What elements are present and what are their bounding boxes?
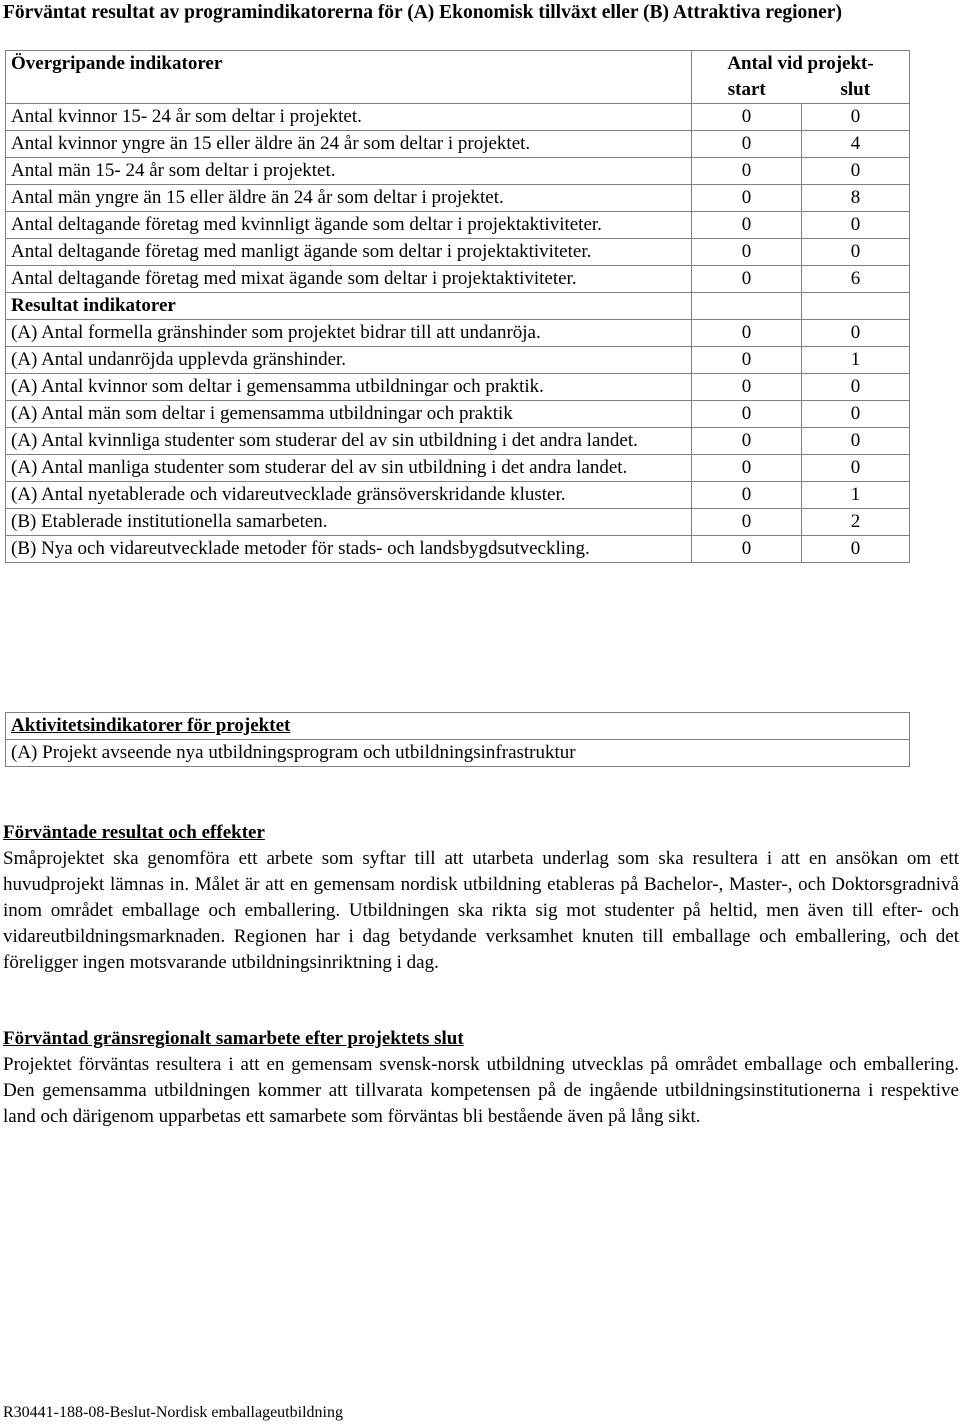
indicator-label: (A) Antal kvinnliga studenter som studerar del av sin utbildning i det andra landet. [6,428,692,455]
table-row [6,320,910,347]
table-row [6,239,910,266]
start-value: 0 [692,347,802,374]
start-value: 0 [692,185,802,212]
expected-effects-section [3,820,959,976]
start-value: 0 [692,131,802,158]
table-row [6,482,910,509]
end-value: 0 [802,320,910,347]
start-value: 0 [692,104,802,131]
document-footer: R30441-188-08-Beslut-Nordisk emballageutbildning [3,1404,343,1421]
table-row [6,455,910,482]
start-value: 0 [692,482,802,509]
start-value: 0 [692,536,802,563]
overall-indicator-rows [6,104,910,293]
indicator-label: (A) Antal undanröjda upplevda gränshinder. [6,347,692,374]
start-value: 0 [692,212,802,239]
table-row [6,158,910,185]
end-value: 4 [802,131,910,158]
indicator-label: (A) Antal nyetablerade och vidareutvecklade gränsöverskridande kluster. [6,482,692,509]
indicator-label: (A) Antal formella gränshinder som projektet bidrar till att undanröja. [6,320,692,347]
table-row [6,185,910,212]
indicator-label: Antal kvinnor 15- 24 år som deltar i projektet. [6,104,692,131]
crossborder-section [3,1026,959,1130]
end-value: 0 [802,104,910,131]
indicator-label: (B) Etablerade institutionella samarbeten. [6,509,692,536]
start-value: 0 [692,428,802,455]
indicator-label: Antal deltagande företag med manligt ägande som deltar i projektaktiviteter. [6,239,692,266]
results-header-row [6,293,910,320]
indicator-label: Antal män 15- 24 år som deltar i projektet. [6,158,692,185]
start-value: 0 [692,158,802,185]
indicator-label: (A) Antal män som deltar i gemensamma utbildningar och praktik [6,401,692,428]
end-value: 6 [802,266,910,293]
table-row [6,212,910,239]
end-value: 0 [802,212,910,239]
start-column-header: start [692,77,802,104]
results-header-empty-start [692,293,802,320]
expected-effects-body: Småprojektet ska genomföra ett arbete som syftar till att utarbeta underlag som ska resultera i att en ansökan om ett huvudprojekt lämnas in. Målet är att en gemensam nordisk utbildning etableras på Bachelor-, Master-, och Doktorsgradnivå inom området emballage och emballering. Utbildningen ska rikta sig mot studenter på heltid, men även till efter- och vidareutbildningsmarknaden. Regionen har i dag betydande verksamhet knuten till emballage och emballering, och det föreligger ingen motsvarande utbildningsinriktning i dag. [3,848,959,973]
indicator-label: (A) Antal manliga studenter som studerar del av sin utbildning i det andra landet. [6,455,692,482]
table-header-row [6,51,910,78]
activity-row: (A) Projekt avseende nya utbildningsprogram och utbildningsinfrastruktur [6,740,910,767]
results-indicators-header: Resultat indikatorer [6,293,692,320]
table-row [6,374,910,401]
start-value: 0 [692,266,802,293]
end-value: 0 [802,239,910,266]
end-value: 0 [802,401,910,428]
start-value: 0 [692,455,802,482]
activity-header: Aktivitetsindikatorer för projektet [6,713,910,740]
table-row [6,536,910,563]
indicator-label: Antal deltagande företag med kvinnligt ägande som deltar i projektaktiviteter. [6,212,692,239]
start-value: 0 [692,320,802,347]
end-column-header: slut [802,77,910,104]
results-header-empty-end [802,293,910,320]
start-value: 0 [692,374,802,401]
end-value: 0 [802,158,910,185]
end-value: 1 [802,482,910,509]
end-value: 0 [802,455,910,482]
indicator-label: (A) Antal kvinnor som deltar i gemensamma utbildningar och praktik. [6,374,692,401]
table-row [6,347,910,374]
indicator-label: Antal kvinnor yngre än 15 eller äldre än 24 år som deltar i projektet. [6,131,692,158]
indicator-label: (B) Nya och vidareutvecklade metoder för stads- och landsbygdsutveckling. [6,536,692,563]
start-value: 0 [692,239,802,266]
end-value: 8 [802,185,910,212]
end-value: 0 [802,428,910,455]
indicator-label: Antal deltagande företag med mixat ägande som deltar i projektaktiviteter. [6,266,692,293]
start-value: 0 [692,509,802,536]
end-value: 0 [802,374,910,401]
end-value: 1 [802,347,910,374]
table-row [6,266,910,293]
activity-table [5,712,910,767]
page-heading: Förväntat resultat av programindikatorerna för (A) Ekonomisk tillväxt eller (B) Attraktiva regioner) [3,2,842,23]
overall-indicators-header: Övergripande indikatorer [6,51,692,104]
start-value: 0 [692,401,802,428]
results-indicator-rows [6,320,910,563]
expected-effects-title: Förväntade resultat och effekter [3,822,265,843]
table-row [6,428,910,455]
end-value: 2 [802,509,910,536]
indicator-table [5,50,910,563]
count-group-header: Antal vid projekt- [692,51,910,78]
end-value: 0 [802,536,910,563]
indicator-label: Antal män yngre än 15 eller äldre än 24 år som deltar i projektet. [6,185,692,212]
crossborder-body: Projektet förväntas resultera i att en gemensam svensk-norsk utbildning utvecklas på området emballage och emballering. Den gemensamma utbildningen kommer att tillvarata kompetensen på de ingående utbildningsinstitutionerna i respektive land och därigenom upparbetas ett samarbete som förväntas bli bestående även på lång sikt. [3,1054,959,1127]
table-row [6,131,910,158]
table-row [6,401,910,428]
crossborder-title: Förväntad gränsregionalt samarbete efter projektets slut [3,1028,464,1049]
table-row [6,509,910,536]
table-row [6,104,910,131]
